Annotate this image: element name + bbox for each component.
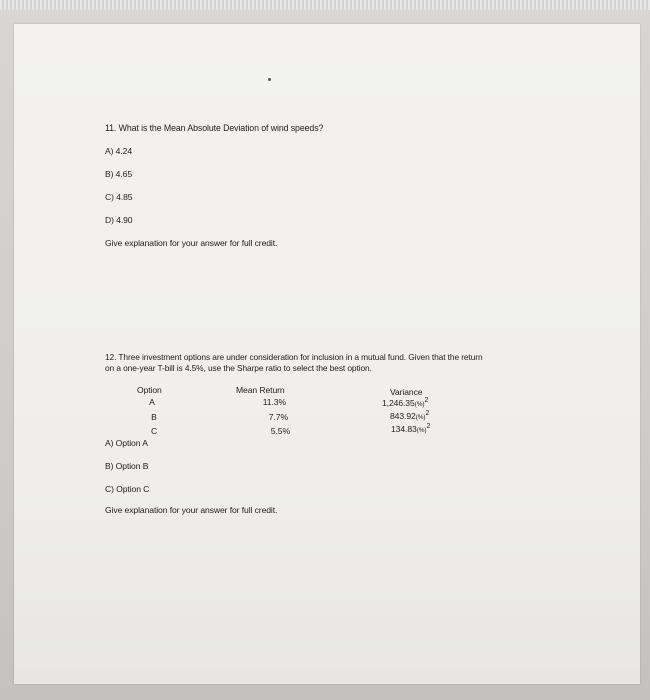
q12-option-b: B) Option B	[105, 461, 149, 471]
page-mark	[268, 78, 271, 81]
q12-question-line2: on a one-year T-bill is 4.5%, use the Sharpe ratio to select the best option.	[105, 363, 372, 373]
q12-note: Give explanation for your answer for full credit.	[105, 505, 278, 515]
q11-option-a: A) 4.24	[105, 146, 133, 156]
q12-option-c: C) Option C	[105, 484, 150, 494]
table-row-b-option: B	[151, 412, 157, 422]
table-row-a-variance: 1,246.35(%)$^2$	[382, 397, 429, 408]
top-edge	[0, 0, 650, 10]
q11-option-d: D) 4.90	[105, 215, 133, 225]
q12-question-line1: 12. Three investment options are under consideration for inclusion in a mutual fund. Given that the return	[105, 352, 483, 362]
table-row-b-mean: 7.7%	[268, 412, 288, 422]
q12-option-a: A) Option A	[105, 438, 148, 448]
table-row-b-variance: 843.92(%)$^2$	[390, 410, 430, 421]
table-header-option: Option	[137, 385, 162, 395]
table-header-mean-return: Mean Return	[236, 385, 285, 395]
q11-option-c: C) 4.85	[105, 192, 133, 202]
worksheet-page	[14, 24, 640, 684]
table-row-c-variance: 134.83(%)$^2$	[391, 423, 431, 434]
q11-option-b: B) 4.65	[105, 169, 133, 179]
table-row-a-mean: 11.3%	[262, 397, 286, 407]
q11-note: Give explanation for your answer for full credit.	[105, 238, 278, 248]
table-header-variance: Variance	[390, 387, 423, 397]
table-row-c-mean: 5.5%	[270, 426, 290, 436]
q11-question: 11. What is the Mean Absolute Deviation of wind speeds?	[105, 123, 324, 133]
table-row-a-option: A	[149, 397, 155, 407]
table-row-c-option: C	[150, 426, 158, 436]
